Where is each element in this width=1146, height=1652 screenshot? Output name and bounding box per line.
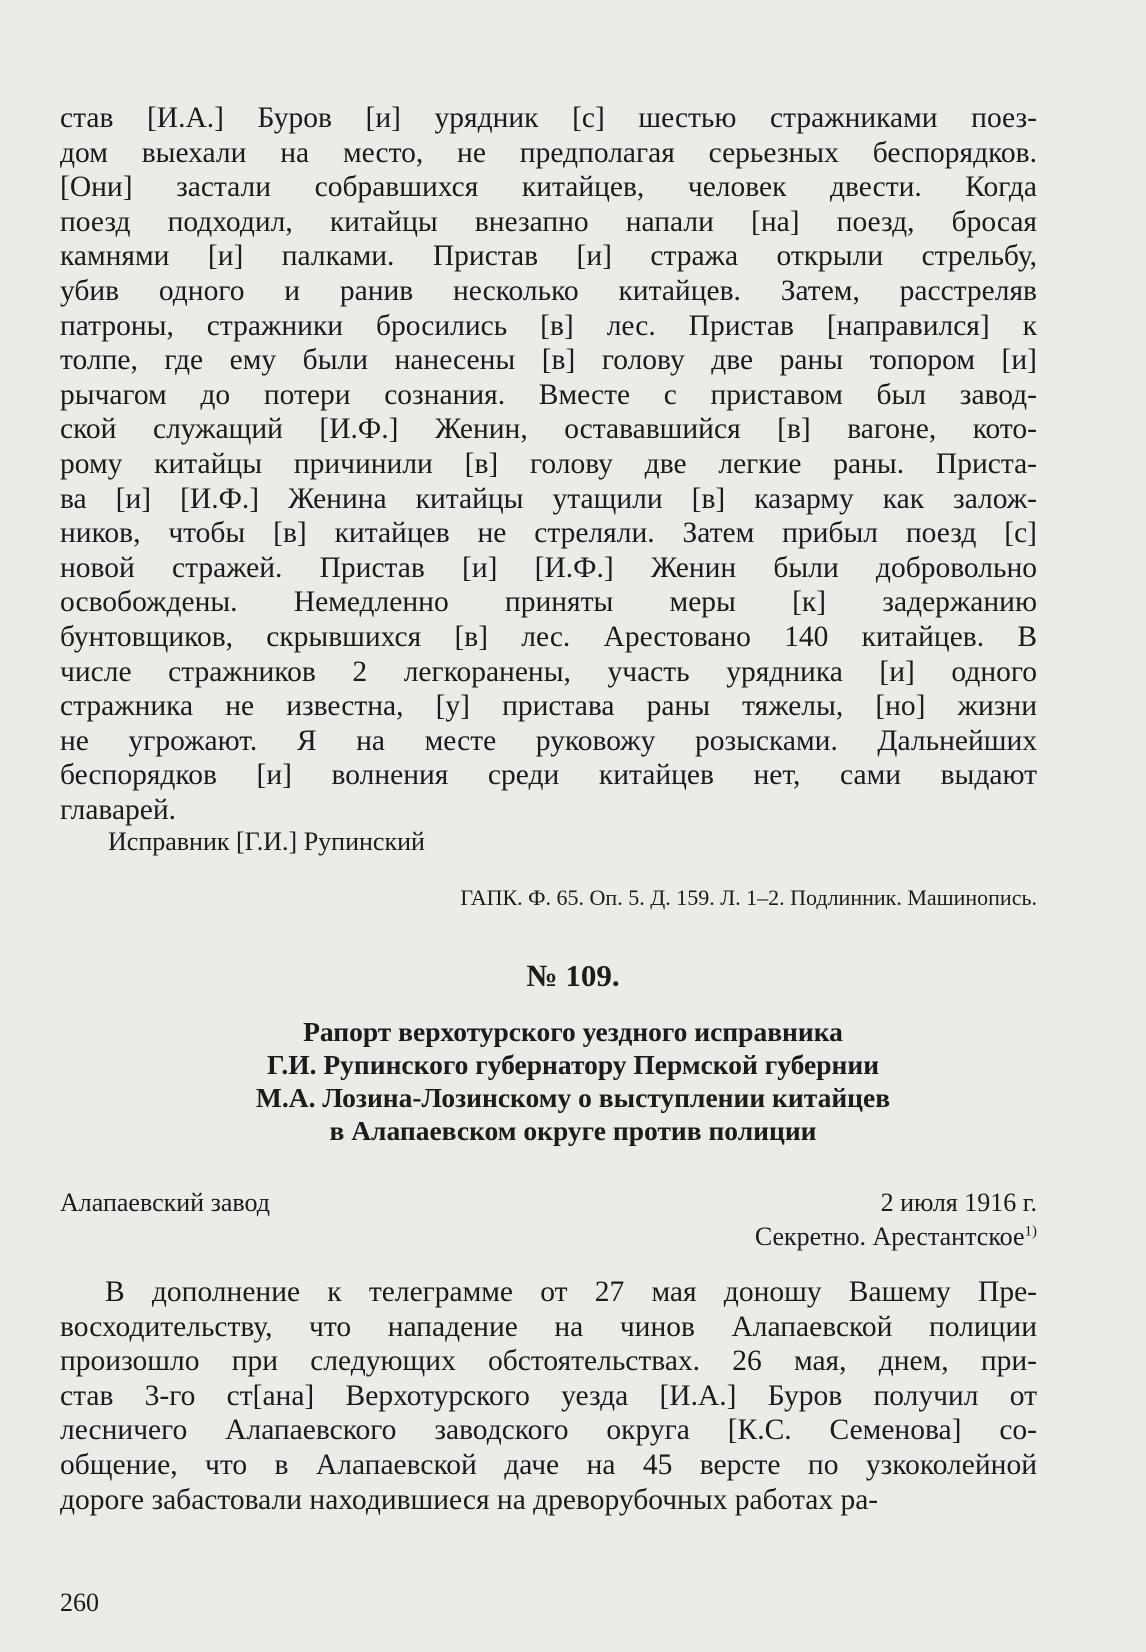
footnote-ref: 1) [1024, 1223, 1037, 1240]
text-line: [Они] застали собравшихся китайцев, человек двести. Когда [60, 171, 1037, 204]
text-line: став 3-го ст[ана] Верхотурского уезда [И.А.] Буров получил от [60, 1379, 1037, 1412]
title-line: Рапорт верхотурского уездного исправника [303, 1016, 843, 1047]
text-line: беспорядков [и] волнения среди китайцев нет, сами выдают [60, 759, 1037, 792]
text-line: бунтовщиков, скрывшихся [в] лес. Арестовано 140 китайцев. В [60, 620, 1037, 653]
text-line: толпе, где ему были нанесены [в] голову две раны топором [и] [60, 344, 1037, 377]
text-line: числе стражников 2 легкоранены, участь урядника [и] одного [60, 655, 1037, 688]
title-line: в Алапаевском округе против полиции [329, 1115, 817, 1146]
text-line: дом выехали на место, не предполагая серьезных беспорядков. [60, 136, 1037, 169]
text-line: рому китайцы причинили [в] голову две легкие раны. Приста- [60, 447, 1037, 480]
text-line: главарей. [60, 793, 177, 826]
text-line: новой стражей. Пристав [и] [И.Ф.] Женин были добровольно [60, 551, 1037, 584]
text-line: лесничего Алапаевского заводского округа [К.С. Семенова] со- [60, 1414, 1037, 1447]
page-number: 260 [60, 1588, 99, 1617]
text-line: стражника не известна, [у] пристава раны тяжелы, [но] жизни [60, 690, 1037, 723]
classification-text: Секретно. Арестантское [754, 1222, 1025, 1251]
paragraph-1 [60, 101, 1037, 827]
text-line: освобождены. Немедленно приняты меры [к] задержанию [60, 586, 1037, 619]
text-line: произошло при следующих обстоятельствах. 26 мая, днем, при- [60, 1345, 1037, 1378]
text-line: не угрожают. Я на месте руковожу розысками. Дальнейших [60, 724, 1037, 757]
text-line: рычагом до потери сознания. Вместе с приставом был завод- [60, 378, 1037, 411]
title-line: Г.И. Рупинского губернатору Пермской губернии [266, 1049, 880, 1080]
signature: Исправник [Г.И.] Рупинский [108, 827, 425, 856]
text-line: дороге забастовали находившиеся на древорубочных работах ра- [60, 1483, 879, 1516]
text-line: В дополнение к телеграмме от 27 мая доношу Вашему Пре- [105, 1276, 1037, 1308]
title-line: М.А. Лозина-Лозинскому о выступлении китайцев [255, 1082, 891, 1113]
text-line: став [И.А.] Буров [и] урядник [с] шестью стражниками поез- [60, 102, 1037, 134]
document-number: № 109. [526, 958, 620, 993]
text-line: восходительству, что нападение на чинов Алапаевской полиции [60, 1310, 1037, 1343]
text-line: убив одного и ранив несколько китайцев. Затем, расстреляв [60, 274, 1037, 307]
date: 2 июля 1916 г. [880, 1188, 1037, 1217]
document-title [0, 1015, 1146, 1147]
text-line: поезд подходил, китайцы внезапно напали [на] поезд, бросая [60, 205, 1037, 238]
text-line: ников, чтобы [в] китайцев не стреляли. Затем прибыл поезд [с] [60, 517, 1037, 550]
place: Алапаевский завод [60, 1188, 270, 1217]
text-line: ва [и] [И.Ф.] Женина китайцы утащили [в] казарму как залож- [60, 482, 1037, 515]
text-line: общение, что в Алапаевской даче на 45 версте по узкоколейной [60, 1448, 1037, 1481]
classification-mark [755, 1222, 1037, 1252]
text-line: ской служащий [И.Ф.] Женин, остававшийся [в] вагоне, кото- [60, 413, 1037, 446]
text-line: камнями [и] палками. Пристав [и] стража открыли стрельбу, [60, 240, 1037, 273]
archive-source: ГАПК. Ф. 65. Оп. 5. Д. 159. Л. 1–2. Подлинник. Машинопись. [460, 885, 1037, 910]
paragraph-2 [60, 1275, 1037, 1517]
text-line: патроны, стражники бросились [в] лес. Пристав [направился] к [60, 309, 1037, 342]
